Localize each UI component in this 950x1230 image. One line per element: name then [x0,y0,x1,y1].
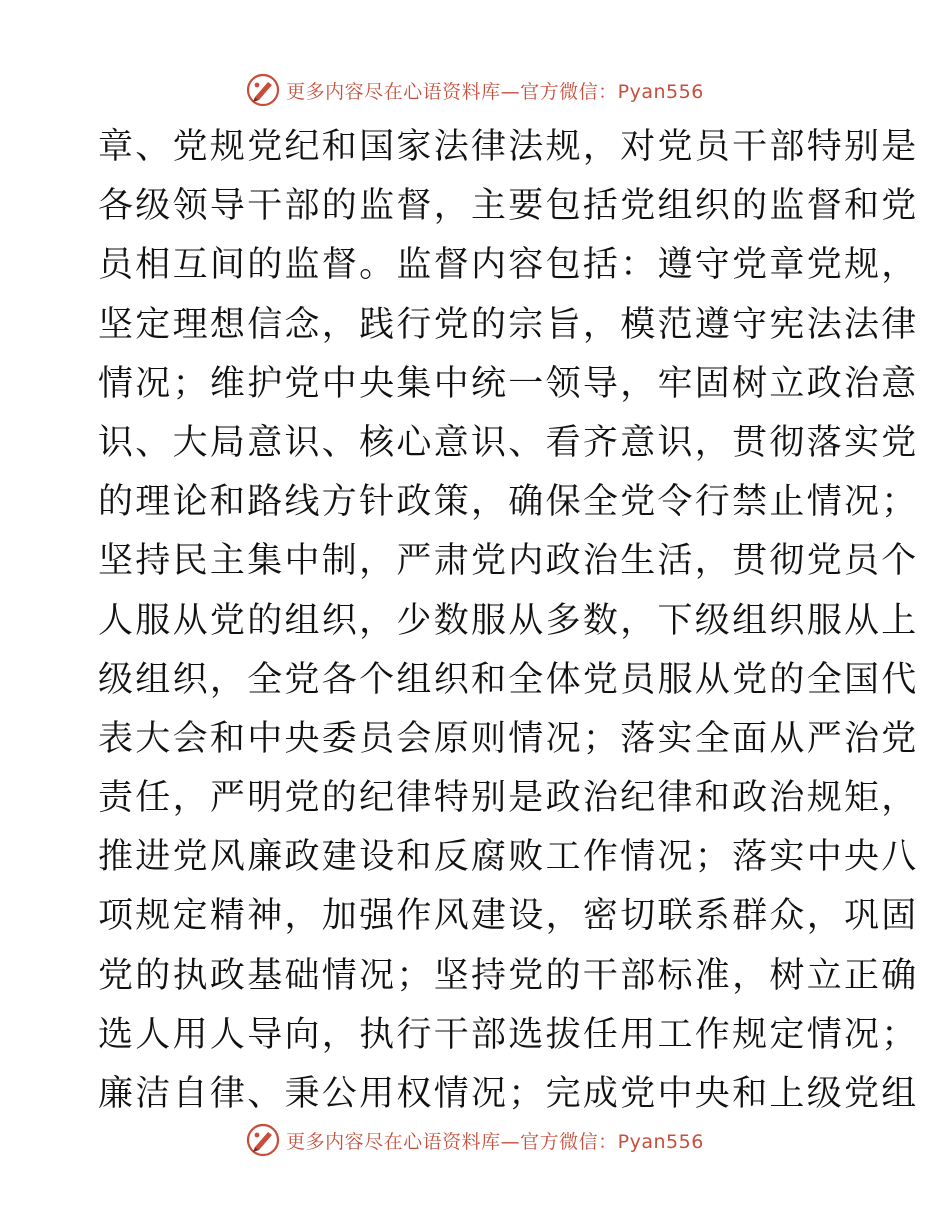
text-line: 坚定理想信念，践行党的宗旨，模范遵守宪法法律 [98,304,919,345]
text-line: 表大会和中央委员会原则情况；落实全面从严治党 [98,718,919,759]
header-banner [0,70,950,110]
text-line: 党的执政基础情况；坚持党的干部标准，树立正确 [98,955,919,996]
text-line: 项规定精神，加强作风建设，密切联系群众，巩固 [98,896,919,937]
header-banner-content [246,73,704,107]
document-body [98,118,919,1124]
library-logo-icon [246,73,280,107]
text-line: 情况；维护党中央集中统一领导，牢固树立政治意 [98,363,919,404]
footer-banner-content [246,1123,704,1157]
text-line: 廉洁自律、秉公用权情况；完成党中央和上级党组 [98,1074,919,1114]
header-banner-text: 更多内容尽在心语资料库—官方微信：Pyan556 [286,80,704,103]
text-line: 员相互间的监督。监督内容包括：遵守党章党规， [98,245,919,286]
text-line: 坚持民主集中制，严肃党内政治生活，贯彻党员个 [98,541,919,582]
text-line: 选人用人导向，执行干部选拔任用工作规定情况； [98,1014,919,1055]
text-line: 识、大局意识、核心意识、看齐意识，贯彻落实党 [98,422,919,463]
text-line: 级组织，全党各个组织和全体党员服从党的全国代 [98,659,919,700]
text-line: 责任，严明党的纪律特别是政治纪律和政治规矩， [98,778,919,819]
text-line: 章、党规党纪和国家法律法规，对党员干部特别是 [98,127,919,167]
library-logo-icon [246,1123,280,1157]
text-line: 推进党风廉政建设和反腐败工作情况；落实中央八 [98,837,919,878]
text-line: 各级领导干部的监督，主要包括党组织的监督和党 [98,186,919,227]
footer-banner-text: 更多内容尽在心语资料库—官方微信：Pyan556 [286,1130,704,1153]
text-line: 的理论和路线方针政策，确保全党令行禁止情况； [98,482,919,523]
text-line: 人服从党的组织，少数服从多数，下级组织服从上 [98,600,919,641]
footer-banner [0,1120,950,1160]
